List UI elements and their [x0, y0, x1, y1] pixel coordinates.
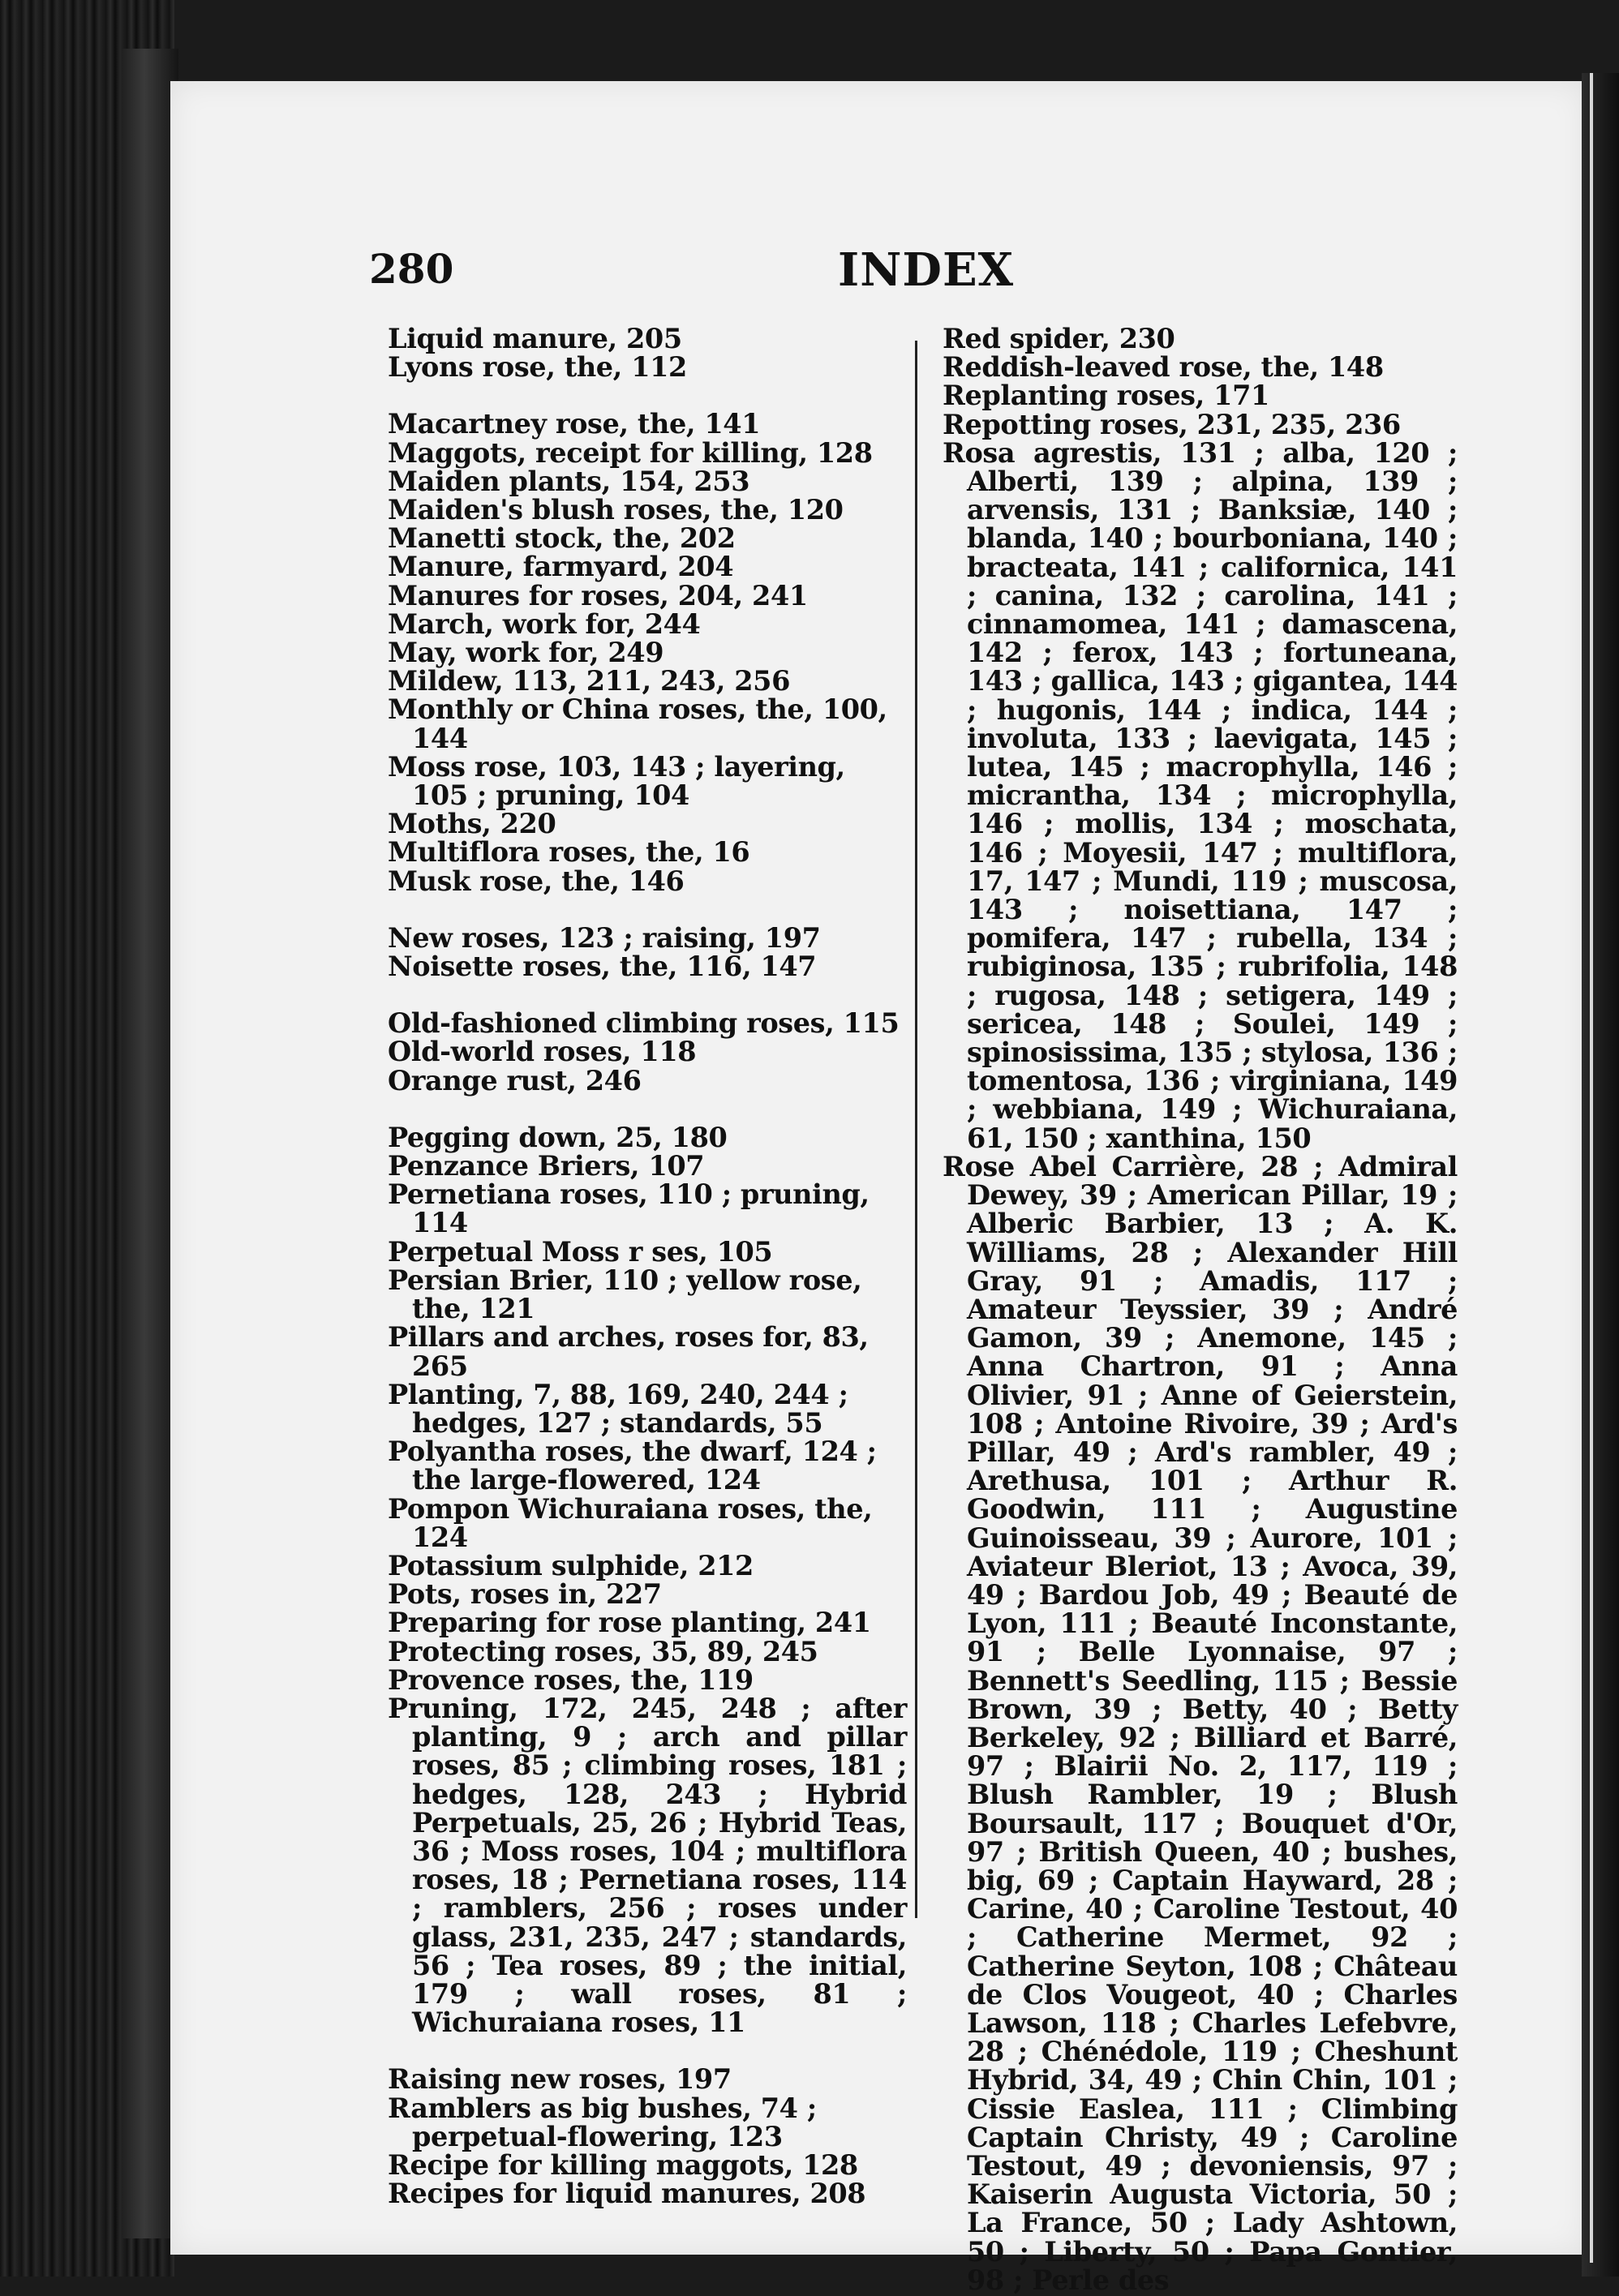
index-entry: Raising new roses, 197: [388, 2063, 732, 2096]
index-entry: Pernetiana roses, 110 ; pruning, 114: [388, 1178, 870, 1239]
index-entry: Lyons rose, the, 112: [388, 351, 687, 384]
index-entry: Reddish-leaved rose, the, 148: [943, 351, 1384, 384]
section-gap: [388, 381, 907, 410]
index-entry: Manures for roses, 204, 241: [388, 579, 808, 612]
page-number: 280: [369, 245, 454, 293]
index-entry: Protecting roses, 35, 89, 245: [388, 1635, 818, 1667]
index-entry: Perpetual Moss r ses, 105: [388, 1235, 773, 1268]
index-entry: Repotting roses, 231, 235, 236: [943, 408, 1401, 440]
index-entry: Persian Brier, 110 ; yellow rose, the, 121: [388, 1264, 862, 1325]
index-entry: Maiden's blush roses, the, 120: [388, 494, 844, 526]
index-entry: Pegging down, 25, 180: [388, 1121, 728, 1153]
index-entry: Macartney rose, the, 141: [388, 408, 761, 440]
index-entry: Old-fashioned climbing roses, 115: [388, 1007, 900, 1040]
column-divider: [915, 341, 917, 1918]
index-entry: Maiden plants, 154, 253: [388, 465, 750, 497]
index-entry: March, work for, 244: [388, 607, 701, 640]
index-entry: Moths, 220: [388, 808, 556, 840]
index-entry: Rosa agrestis, 131 ; alba, 120 ; Alberti, 139 ; alpina, 139 ; arvensis, 131 ; Banksiæ, 140 ; blanda, 140 ; bourboniana, 140 ; bracteata, 141 ; californica, 141 ; canina, 132 ; carolina, 141 ; cinnamomea, 141 ; damascena, 142 ; ferox, 143 ; fortuneana, 143 ; gallica, 143 ; gigantea, 144 ; hugonis, 144 ; indica, 144 ; involuta, 133 ; laevigata, 145 ; lutea, 145 ; macrophylla, 146 ; micrantha, 134 ; microphylla, 146 ; mollis, 134 ; moschata, 146 ; Moyesii, 147 ; multiflora, 17, 147 ; Mundi, 119 ; muscosa, 143 ; noisettiana, 147 ; pomifera, 147 ; rubella, 134 ; rubiginosa, 135 ; rubrifolia, 148 ; rugosa, 148 ; setigera, 149 ; sericea, 148 ; Soulei, 149 ; spinosissima, 135 ; stylosa, 136 ; tomentosa, 136 ; virginiana, 149 ; webbiana, 149 ; Wichuraiana, 61, 150 ; xanthina, 150: [943, 436, 1458, 1154]
index-entry: Penzance Briers, 107: [388, 1150, 705, 1182]
section-gap: [388, 895, 907, 924]
index-entry: Pillars and arches, roses for, 83, 265: [388, 1321, 869, 1382]
index-column-right: [943, 324, 1458, 2294]
index-entry: Liquid manure, 205: [388, 323, 682, 354]
index-entry: Old-world roses, 118: [388, 1036, 697, 1068]
index-entry: Rose Abel Carrière, 28 ; Admiral Dewey, 39 ; American Pillar, 19 ; Alberic Barbier, 13 ; A. K. Williams, 28 ; Alexander Hill Gray, 91 ; Amadis, 117 ; Amateur Teyssier, 39 ; André Gamon, 39 ; Anemone, 145 ; Anna Chartron, 91 ; Anna Olivier, 91 ; Anne of Geierstein, 108 ; Antoine Rivoire, 39 ; Ard's Pillar, 49 ; Ard's rambler, 49 ; Arethusa, 101 ; Arthur R. Goodwin, 111 ; Augustine Guinoisseau, 39 ; Aurore, 101 ; Aviateur Bleriot, 13 ; Avoca, 39, 49 ; Bardou Job, 49 ; Beauté de Lyon, 111 ; Beauté Inconstante, 91 ; Belle Lyonnaise, 97 ; Bennett's Seedling, 115 ; Bessie Brown, 39 ; Betty, 40 ; Betty Berkeley, 92 ; Billiard et Barré, 97 ; Blairii No. 2, 117, 119 ; Blush Rambler, 19 ; Blush Boursault, 117 ; Bouquet d'Or, 97 ; British Queen, 40 ; bushes, big, 69 ; Captain Hayward, 28 ; Carine, 40 ; Caroline Testout, 40 ; Catherine Mermet, 92 ; Catherine Seyton, 108 ; Château de Clos Vougeot, 40 ; Charles Lawson, 118 ; Charles Lefebvre, 28 ; Chénédole, 119 ; Cheshunt Hybrid, 34, 49 ; Chin Chin, 101 ; Cissie Easlea, 111 ; Climbing Captain Christy, 49 ; Caroline Testout, 49 ; devoniensis, 97 ; Kaiserin Augusta Victoria, 50 ; La France, 50 ; Lady Ashtown, 50 ; Liberty, 50 ; Papa Gontier, 98 ; Perle des: [943, 1150, 1458, 2296]
index-entry: Manetti stock, the, 202: [388, 522, 736, 555]
index-entry: Recipe for killing maggots, 128: [388, 2148, 858, 2181]
index-entry: Manure, farmyard, 204: [388, 551, 734, 583]
index-entry: Monthly or China roses, the, 100, 144: [388, 693, 887, 754]
right-background: [1582, 73, 1619, 2277]
index-entry: Potassium sulphide, 212: [388, 1549, 754, 1581]
index-entry: Recipes for liquid manures, 208: [388, 2178, 866, 2210]
index-entry: Pots, roses in, 227: [388, 1578, 662, 1611]
page-title: INDEX: [838, 243, 1015, 297]
section-gap: [388, 981, 907, 1009]
index-entry: Planting, 7, 88, 169, 240, 244 ; hedges, 127 ; standards, 55: [388, 1378, 848, 1439]
index-entry: Orange rust, 246: [388, 1064, 642, 1097]
index-entry: Noisette roses, the, 116, 147: [388, 951, 817, 983]
index-entry: Red spider, 230: [943, 323, 1175, 354]
index-entry: Moss rose, 103, 143 ; layering, 105 ; pruning, 104: [388, 750, 845, 812]
index-entry: Pompon Wichuraiana roses, the, 124: [388, 1492, 873, 1553]
index-entry: Musk rose, the, 146: [388, 865, 685, 897]
index-entry: Replanting roses, 171: [943, 380, 1269, 412]
index-entry: May, work for, 249: [388, 637, 664, 669]
index-entry: Maggots, receipt for killing, 128: [388, 436, 873, 469]
section-gap: [388, 2036, 907, 2065]
index-entry: Ramblers as big bushes, 74 ; perpetual-flowering, 123: [388, 2092, 817, 2152]
index-entry: Polyantha roses, the dwarf, 124 ; the large-flowered, 124: [388, 1436, 877, 1496]
right-page-edge: [1590, 73, 1593, 2263]
section-gap: [388, 1095, 907, 1123]
index-entry: Pruning, 172, 245, 248 ; after planting, 9 ; arch and pillar roses, 85 ; climbing roses, 181 ; hedges, 128, 243 ; Hybrid Perpetuals, 25, 26 ; Hybrid Teas, 36 ; Moss roses, 104 ; multiflora roses, 18 ; Pernetiana roses, 114 ; ramblers, 256 ; roses under glass, 231, 235, 247 ; standards, 56 ; Tea roses, 89 ; the initial, 179 ; wall roses, 81 ; Wichuraiana roses, 11: [388, 1692, 907, 2039]
index-entry: Multiflora roses, the, 16: [388, 836, 750, 869]
index-entry: Mildew, 113, 211, 243, 256: [388, 665, 790, 697]
index-entry: New roses, 123 ; raising, 197: [388, 921, 821, 954]
index-entry: Preparing for rose planting, 241: [388, 1607, 871, 1639]
index-column-left: [388, 324, 907, 2208]
index-entry: Provence roses, the, 119: [388, 1663, 754, 1696]
